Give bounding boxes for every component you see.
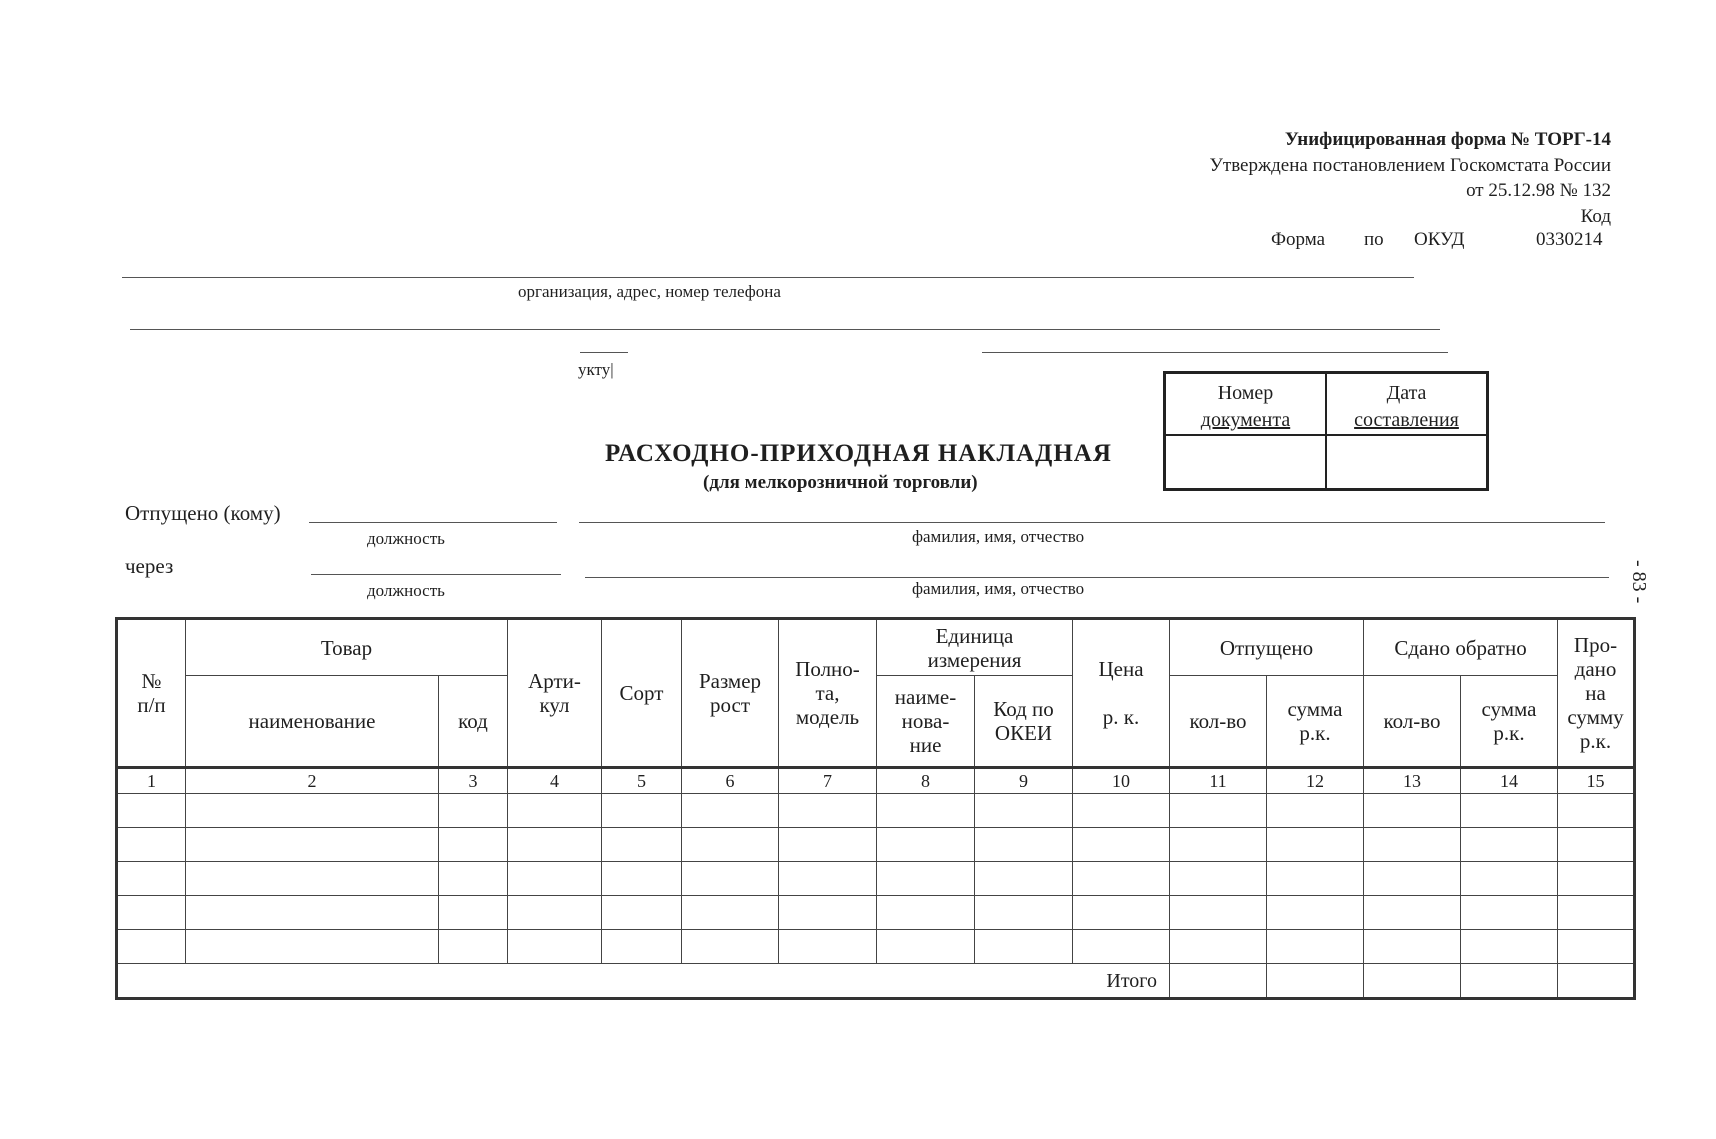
table-cell[interactable]	[1558, 896, 1635, 930]
table-cell[interactable]	[975, 930, 1073, 964]
column-number: 14	[1461, 768, 1558, 794]
col-header-size	[682, 619, 779, 768]
article-line-2: кул	[539, 693, 570, 717]
table-cell[interactable]	[1558, 828, 1635, 862]
table-cell[interactable]	[117, 794, 186, 828]
doc-date-label-2: составления	[1354, 409, 1459, 431]
column-number: 8	[877, 768, 975, 794]
org-line-2	[130, 329, 1440, 330]
table-row	[117, 930, 1635, 964]
sold-line-1: Про-	[1573, 633, 1618, 657]
unit-name-line-2: нова-	[901, 709, 950, 733]
doc-number-label-1: Номер	[1217, 382, 1274, 404]
document-subtitle: (для мелкорозничной торговли)	[703, 472, 978, 493]
table-cell[interactable]	[877, 862, 975, 896]
column-number: 11	[1170, 768, 1267, 794]
column-number: 3	[439, 768, 508, 794]
approved-date: от 25.12.98 № 132	[1466, 180, 1611, 201]
col-header-article	[508, 619, 602, 768]
table-cell[interactable]	[508, 930, 602, 964]
column-number: 4	[508, 768, 602, 794]
table-cell[interactable]	[602, 794, 682, 828]
fullness-line-2: та,	[815, 681, 840, 705]
table-cell[interactable]	[186, 896, 439, 930]
table-row	[117, 896, 1635, 930]
column-number: 1	[117, 768, 186, 794]
table-cell[interactable]	[117, 862, 186, 896]
fullness-line-3: модель	[795, 705, 860, 729]
table-row	[117, 794, 1635, 828]
table-cell[interactable]	[1364, 828, 1461, 862]
form-name: Унифицированная форма № ТОРГ-14	[1284, 129, 1611, 150]
table-cell[interactable]	[1364, 862, 1461, 896]
table-cell[interactable]	[1364, 896, 1461, 930]
returned-sum-line-2: р.к.	[1493, 721, 1525, 745]
total-cell[interactable]	[1170, 964, 1267, 999]
col-header-goods: Товар	[186, 619, 508, 676]
document-title: РАСХОДНО-ПРИХОДНАЯ НАКЛАДНАЯ	[605, 440, 1112, 467]
table-cell[interactable]	[877, 794, 975, 828]
col-header-goods-code: код	[439, 676, 508, 768]
released-name-caption: фамилия, имя, отчество	[912, 527, 1085, 546]
table-cell[interactable]	[186, 862, 439, 896]
table-cell[interactable]	[1073, 862, 1170, 896]
table-cell[interactable]	[975, 828, 1073, 862]
col-header-released-sum	[1267, 676, 1364, 768]
table-cell[interactable]	[1558, 794, 1635, 828]
table-cell[interactable]	[682, 930, 779, 964]
total-cell[interactable]	[1364, 964, 1461, 999]
table-cell[interactable]	[1073, 828, 1170, 862]
table-cell[interactable]	[1170, 930, 1267, 964]
table-cell[interactable]	[877, 930, 975, 964]
org-caption: организация, адрес, номер телефона	[518, 282, 781, 301]
table-cell[interactable]	[439, 862, 508, 896]
table-cell[interactable]	[1558, 862, 1635, 896]
table-cell[interactable]	[1170, 896, 1267, 930]
unit-name-line-1: наиме-	[894, 685, 957, 709]
price-label: Цена	[1098, 657, 1144, 681]
table-cell[interactable]	[877, 896, 975, 930]
col-header-goods-name: наименование	[186, 676, 439, 768]
table-cell[interactable]	[186, 828, 439, 862]
total-cell[interactable]	[1461, 964, 1558, 999]
table-cell[interactable]	[186, 794, 439, 828]
table-cell[interactable]	[1558, 930, 1635, 964]
org-line-1	[122, 277, 1414, 278]
unit-okei-line-1: Код по	[993, 697, 1054, 721]
col-header-sort: Сорт	[602, 619, 682, 768]
col-header-returned-sum	[1461, 676, 1558, 768]
table-cell[interactable]	[1267, 794, 1364, 828]
okud-word-form: Форма	[1271, 229, 1326, 250]
table-cell[interactable]	[779, 862, 877, 896]
sold-line-5: р.к.	[1579, 729, 1612, 753]
released-name-line[interactable]	[579, 522, 1605, 523]
col-header-returned-qty: кол-во	[1364, 676, 1461, 768]
table-row	[117, 828, 1635, 862]
col-header-sold	[1558, 619, 1635, 768]
table-cell[interactable]	[1073, 794, 1170, 828]
okud-word-by: по	[1364, 229, 1384, 250]
table-cell[interactable]	[682, 828, 779, 862]
col-header-unit-okei	[975, 676, 1073, 768]
table-cell[interactable]	[508, 828, 602, 862]
fragment-line	[580, 352, 628, 353]
total-cell[interactable]	[1267, 964, 1364, 999]
column-number: 7	[779, 768, 877, 794]
goods-table	[115, 617, 1636, 1000]
table-cell[interactable]	[602, 862, 682, 896]
table-cell[interactable]	[1267, 862, 1364, 896]
col-no-line-2: п/п	[137, 693, 166, 717]
via-position-line[interactable]	[311, 574, 561, 575]
table-cell[interactable]	[117, 930, 186, 964]
table-cell[interactable]	[508, 794, 602, 828]
total-label: Итого	[117, 964, 1170, 999]
doc-number-header	[1165, 373, 1327, 436]
col-header-released: Отпущено	[1170, 619, 1364, 676]
col-header-unit-name	[877, 676, 975, 768]
doc-date-label-1: Дата	[1386, 382, 1427, 404]
table-cell[interactable]	[117, 896, 186, 930]
table-cell[interactable]	[439, 794, 508, 828]
via-position-caption: должность	[367, 581, 445, 600]
sold-line-2: дано	[1574, 657, 1617, 681]
table-cell[interactable]	[602, 930, 682, 964]
table-cell[interactable]	[508, 862, 602, 896]
okud-word-okud: ОКУД	[1414, 229, 1465, 250]
table-cell[interactable]	[682, 862, 779, 896]
table-cell[interactable]	[1364, 930, 1461, 964]
table-cell[interactable]	[877, 828, 975, 862]
column-number: 13	[1364, 768, 1461, 794]
col-header-unit	[877, 619, 1073, 676]
table-cell[interactable]	[186, 930, 439, 964]
table-cell[interactable]	[975, 862, 1073, 896]
fragment-text: укту|	[578, 360, 614, 379]
table-cell[interactable]	[1267, 896, 1364, 930]
col-header-no	[117, 619, 186, 768]
returned-sum-line-1: сумма	[1481, 697, 1537, 721]
table-cell[interactable]	[1170, 828, 1267, 862]
table-cell[interactable]	[682, 896, 779, 930]
size-line-2: рост	[709, 693, 751, 717]
released-position-line[interactable]	[309, 522, 557, 523]
col-header-released-qty: кол-во	[1170, 676, 1267, 768]
unit-line-1: Единица	[935, 623, 1014, 648]
column-number: 5	[602, 768, 682, 794]
column-number: 2	[186, 768, 439, 794]
column-number: 15	[1558, 768, 1635, 794]
right-line	[982, 352, 1448, 353]
table-cell[interactable]	[602, 896, 682, 930]
table-cell[interactable]	[117, 828, 186, 862]
doc-date-value[interactable]	[1326, 435, 1488, 490]
table-cell[interactable]	[1461, 862, 1558, 896]
price-unit: р. к.	[1102, 705, 1140, 729]
table-cell[interactable]	[1461, 896, 1558, 930]
table-cell[interactable]	[779, 930, 877, 964]
column-number: 12	[1267, 768, 1364, 794]
table-cell[interactable]	[1267, 930, 1364, 964]
col-header-returned: Сдано обратно	[1364, 619, 1558, 676]
table-cell[interactable]	[975, 896, 1073, 930]
table-cell[interactable]	[1170, 794, 1267, 828]
table-cell[interactable]	[779, 794, 877, 828]
code-label: Код	[1580, 206, 1611, 227]
table-cell[interactable]	[1073, 896, 1170, 930]
approved-text: Утверждена постановлением Госкомстата России	[1209, 155, 1611, 176]
table-cell[interactable]	[779, 828, 877, 862]
table-cell[interactable]	[682, 794, 779, 828]
doc-number-value[interactable]	[1165, 435, 1327, 490]
table-cell[interactable]	[508, 896, 602, 930]
column-numbers-row	[117, 768, 1635, 794]
okud-code: 0330214	[1536, 229, 1603, 250]
via-name-line[interactable]	[585, 577, 1609, 578]
table-cell[interactable]	[1461, 828, 1558, 862]
unit-okei-line-2: ОКЕИ	[994, 721, 1053, 745]
col-header-price	[1073, 619, 1170, 768]
sold-line-3: на	[1585, 681, 1606, 705]
table-cell[interactable]	[975, 794, 1073, 828]
unit-name-line-3: ние	[909, 733, 942, 757]
doc-number-label-2: документа	[1200, 409, 1291, 431]
column-number: 10	[1073, 768, 1170, 794]
table-cell[interactable]	[602, 828, 682, 862]
table-cell[interactable]	[439, 896, 508, 930]
table-cell[interactable]	[1073, 930, 1170, 964]
col-no-line-1: №	[141, 669, 162, 693]
fullness-line-1: Полно-	[795, 657, 860, 681]
sold-line-4: сумму	[1567, 705, 1624, 729]
table-cell[interactable]	[439, 828, 508, 862]
table-cell[interactable]	[439, 930, 508, 964]
released-label: Отпущено (кому)	[125, 501, 281, 525]
total-row	[117, 964, 1635, 999]
size-line-1: Размер	[698, 669, 762, 693]
table-cell[interactable]	[1170, 862, 1267, 896]
table-cell[interactable]	[1461, 794, 1558, 828]
column-number: 6	[682, 768, 779, 794]
column-number: 9	[975, 768, 1073, 794]
released-position-caption: должность	[367, 529, 445, 548]
col-header-fullness	[779, 619, 877, 768]
via-label: через	[125, 554, 174, 578]
released-sum-line-1: сумма	[1287, 697, 1343, 721]
unit-line-2: измерения	[927, 647, 1022, 672]
doc-number-date-box	[1163, 371, 1489, 491]
via-name-caption: фамилия, имя, отчество	[912, 579, 1085, 598]
table-cell[interactable]	[1364, 794, 1461, 828]
table-cell[interactable]	[1461, 930, 1558, 964]
table-cell[interactable]	[1267, 828, 1364, 862]
table-cell[interactable]	[779, 896, 877, 930]
doc-date-header	[1326, 373, 1488, 436]
total-cell[interactable]	[1558, 964, 1635, 999]
page-number: - 83 -	[1628, 560, 1650, 604]
table-row	[117, 862, 1635, 896]
article-line-1: Арти-	[528, 669, 581, 693]
released-sum-line-2: р.к.	[1299, 721, 1331, 745]
